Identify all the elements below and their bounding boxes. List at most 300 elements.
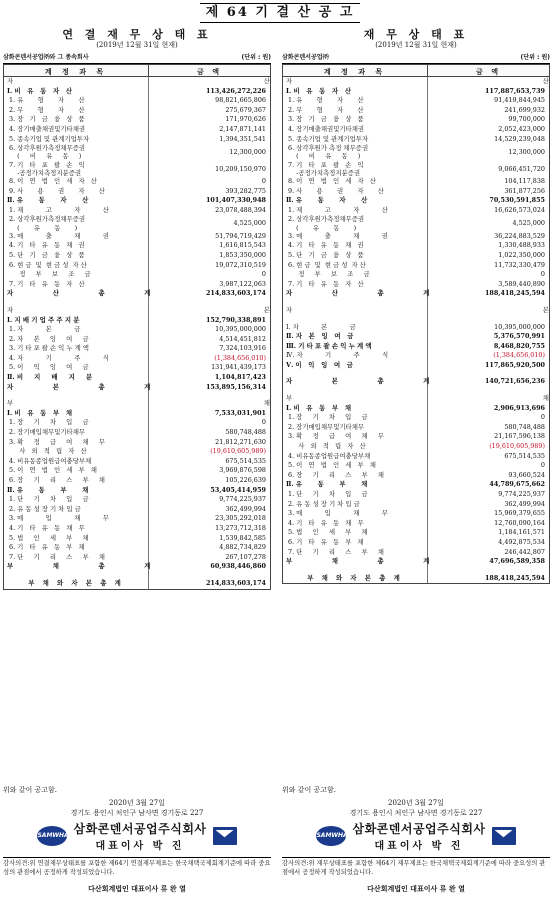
amount-value bbox=[428, 567, 549, 574]
account-name: 자 본 bbox=[4, 306, 149, 316]
notice-statement: 위와 같이 공고함. bbox=[3, 786, 58, 794]
amount-value: 580,748,488 bbox=[225, 428, 266, 437]
amount-value: 1,616,815,543 bbox=[219, 241, 266, 250]
publication-date: 2020년 3월 27일 bbox=[388, 799, 444, 807]
company-unit-line bbox=[282, 52, 550, 64]
account-name: 1. 유 형 자 산 bbox=[283, 96, 428, 106]
amount-value: 2,147,871,141 bbox=[219, 124, 266, 133]
account-name: 3. 장 기 금 융 상 품 bbox=[4, 115, 149, 125]
statement-heading: 재 무 상 태 표 bbox=[363, 28, 469, 41]
table-row bbox=[4, 543, 270, 553]
account-name: Ⅰ. 비 유 동 부 채 bbox=[4, 409, 149, 419]
account-name: 3. 매 출 채 권 bbox=[4, 232, 149, 242]
amount-value: 241,699,932 bbox=[504, 105, 545, 114]
account-name: 2. 상각후원가측정채무증권 ( 유 동 ) bbox=[4, 215, 149, 231]
account-name: 5. 단 기 금 융 상 품 bbox=[283, 251, 428, 261]
table-rows bbox=[4, 77, 280, 589]
account-name: 7. 기 타 유 동 자 산 bbox=[283, 280, 428, 290]
amount-value: 47,696,589,358 bbox=[489, 557, 545, 566]
account-name: 정 부 보 조 금 bbox=[283, 270, 428, 280]
amount-value: 1,104,817,423 bbox=[214, 373, 266, 382]
audit-opinion: 감사의견:위 재무상태표를 포함한 제64기 재무제표는 한국채택국제회계기준에 따라 중요성의 관점에서 공정하게 작성되었습니다. bbox=[282, 857, 550, 877]
amount-value: 0 bbox=[540, 461, 545, 470]
account-name: 1. 재 고 자 산 bbox=[283, 206, 428, 216]
amount-value: 11,732,330,479 bbox=[494, 260, 545, 269]
amount-value: 152,790,338,891 bbox=[205, 315, 266, 324]
account-name: 자 본 bbox=[283, 306, 428, 316]
auditor-name: 다산회계법인 대표이사 류 완 열 bbox=[367, 885, 465, 893]
amount-value: 105,226,639 bbox=[225, 476, 266, 484]
amount-value: 117,887,653,739 bbox=[484, 86, 545, 95]
ceo-name: 대표이사 박 진 bbox=[374, 841, 464, 852]
notice-statement: 위와 같이 공고함. bbox=[282, 786, 337, 794]
company-signature bbox=[3, 821, 271, 851]
account-name: 자 산 bbox=[283, 77, 428, 87]
account-name: Ⅳ. 자 기 주 식 bbox=[283, 351, 428, 361]
amount-value bbox=[149, 399, 270, 409]
amount-value bbox=[428, 306, 549, 316]
account-name bbox=[283, 316, 428, 323]
table-row bbox=[4, 251, 270, 261]
account-name: 4. 기 타 유 동 채 무 bbox=[4, 524, 149, 534]
account-name: 2. 유 동 성 장 기 차 입 금 bbox=[283, 500, 428, 510]
account-name: 6. 장 기 리 스 부 채 bbox=[4, 476, 149, 486]
table-row bbox=[4, 344, 270, 354]
notice-title: 제 64 기 결 산 공 고 bbox=[200, 3, 360, 23]
amount-value: 675,514,535 bbox=[504, 451, 545, 460]
unit-label: (단위 : 원) bbox=[241, 54, 271, 61]
amount-value: 3,987,122,063 bbox=[219, 279, 266, 288]
table-row bbox=[283, 332, 549, 342]
amount-value: 362,499,994 bbox=[504, 499, 545, 508]
account-name bbox=[283, 299, 428, 306]
footer-left bbox=[3, 785, 271, 894]
account-name: Ⅰ. 비 유 동 부 채 bbox=[283, 404, 428, 414]
table-row bbox=[4, 438, 270, 448]
table-row bbox=[283, 387, 549, 394]
table-row bbox=[283, 125, 549, 135]
table-row bbox=[4, 261, 270, 271]
account-name: 1. 유 형 자 산 bbox=[4, 96, 149, 106]
amount-value: 0 bbox=[261, 176, 266, 185]
amount-value: 23,078,488,394 bbox=[215, 205, 266, 214]
table-row bbox=[283, 270, 549, 280]
amount-value: 267,107,278 bbox=[225, 552, 266, 561]
account-name: Ⅱ. 유 동 부 채 bbox=[4, 486, 149, 496]
account-name: 5. 이 연 법 인 세 부 채 bbox=[4, 466, 149, 476]
account-name: Ⅱ. 유 동 자 산 bbox=[283, 196, 428, 206]
amount-value bbox=[428, 316, 549, 323]
account-name: 6. 현 금 및 현 금 성 자 산 bbox=[4, 261, 149, 271]
table-row bbox=[4, 373, 270, 383]
amount-value bbox=[428, 387, 549, 394]
table-row bbox=[4, 476, 270, 486]
table-row bbox=[4, 187, 270, 197]
amount-value: 2,906,913,696 bbox=[493, 403, 545, 412]
table-row bbox=[4, 289, 270, 299]
table-header bbox=[4, 64, 270, 77]
table-row bbox=[283, 480, 549, 490]
table-row bbox=[4, 572, 270, 579]
account-name bbox=[4, 299, 149, 306]
account-name: Ⅱ. 자 본 잉 여 금 bbox=[283, 332, 428, 342]
account-name: 5. 법 인 세 부 채 bbox=[4, 534, 149, 544]
amount-value: 10,395,000,000 bbox=[494, 322, 545, 331]
account-name: 4. 자 기 주 식 bbox=[4, 354, 149, 364]
amount-value: 21,812,271,630 bbox=[215, 437, 266, 446]
account-name: 8. 이 연 법 인 세 자 산 bbox=[4, 177, 149, 187]
statement-heading: 연 결 재 무 상 태 표 bbox=[62, 28, 212, 41]
amount-value: 53,405,414,959 bbox=[210, 485, 266, 494]
table-row bbox=[4, 428, 270, 438]
table-row bbox=[283, 187, 549, 197]
amount-value: 4,882,734,829 bbox=[219, 543, 266, 552]
table-row bbox=[283, 342, 549, 352]
account-name: 1. 장 기 차 입 금 bbox=[283, 413, 428, 423]
table-row bbox=[4, 505, 270, 515]
account-name: 정 부 보 조 금 bbox=[4, 270, 149, 280]
account-name: 1. 재 고 자 산 bbox=[4, 206, 149, 216]
table-row bbox=[4, 144, 270, 160]
account-name: 9. 사 용 권 자 산 bbox=[4, 187, 149, 197]
table-row bbox=[283, 361, 549, 371]
table-row bbox=[4, 316, 270, 326]
table-row bbox=[283, 77, 559, 87]
amount-value: 36,224,883,529 bbox=[494, 231, 545, 240]
amount-value: 44,789,675,662 bbox=[489, 480, 545, 489]
account-name: 1. 자 본 금 bbox=[4, 325, 149, 335]
account-name: 1. 단 기 차 입 금 bbox=[283, 490, 428, 500]
amount-value: 7,324,103,916 bbox=[219, 344, 266, 353]
amount-value: 214,833,603,174 bbox=[205, 578, 266, 587]
table-row bbox=[283, 299, 549, 306]
statement-date: (2019년 12월 31일 현재) bbox=[375, 41, 457, 49]
amount-value: 60,938,446,860 bbox=[210, 562, 266, 571]
table-row bbox=[4, 206, 270, 216]
table-row bbox=[4, 363, 270, 373]
table-row bbox=[283, 423, 549, 433]
amount-value: 675,514,535 bbox=[225, 456, 266, 465]
table-row bbox=[283, 519, 549, 529]
account-name: 부 채 bbox=[4, 399, 149, 409]
amount-value bbox=[149, 299, 270, 306]
account-name: Ⅲ. 기 타 포 괄 손 익 누 계 액 bbox=[283, 342, 428, 352]
account-name: 자 산 총 계 bbox=[4, 289, 149, 299]
amount-column-header: 금 액 bbox=[476, 67, 501, 76]
table-row bbox=[4, 447, 270, 457]
amount-value: 0 bbox=[261, 418, 266, 427]
amount-value: 580,748,488 bbox=[504, 422, 545, 431]
table-row bbox=[283, 574, 549, 584]
account-name: 3. 기 타 포 괄 손 익 누 계 액 bbox=[4, 344, 149, 354]
table-row bbox=[4, 280, 270, 290]
amount-value: 98,821,665,806 bbox=[215, 96, 266, 105]
account-name: 5. 종속기업 및 관계기업투자 bbox=[4, 135, 149, 145]
account-name: 9. 사 용 권 자 산 bbox=[283, 187, 428, 197]
account-name: 3. 매 입 채 무 bbox=[283, 509, 428, 519]
table-row bbox=[283, 538, 549, 548]
amount-value: 246,442,807 bbox=[504, 547, 545, 556]
table-row bbox=[283, 196, 549, 206]
account-name: 4. 기 타 유 동 채 무 bbox=[283, 519, 428, 529]
amount-value: 101,407,330,948 bbox=[205, 196, 266, 205]
amount-value bbox=[428, 77, 549, 87]
amount-value: 70,530,591,855 bbox=[489, 196, 545, 205]
table-row bbox=[283, 413, 549, 423]
table-row bbox=[283, 241, 549, 251]
table-row bbox=[283, 232, 549, 242]
amount-value: 10,209,150,970 bbox=[215, 164, 266, 173]
table-row bbox=[283, 442, 549, 452]
table-row bbox=[4, 335, 270, 345]
amount-value: 5,376,570,991 bbox=[493, 332, 545, 341]
table-row bbox=[283, 471, 549, 481]
company-name: 삼화콘덴서공업주식회사 bbox=[352, 822, 486, 836]
account-name: 부 채 총 계 bbox=[283, 557, 428, 567]
balance-table bbox=[3, 64, 280, 590]
amount-value bbox=[428, 394, 549, 404]
table-row bbox=[283, 289, 549, 299]
company-block bbox=[73, 820, 206, 852]
table-header bbox=[283, 64, 549, 77]
amount-value: 275,679,367 bbox=[225, 105, 266, 114]
amount-value: 104,117,838 bbox=[504, 176, 545, 185]
amount-value: 0 bbox=[540, 270, 545, 279]
account-name: 6. 장 기 리 스 부 채 bbox=[283, 471, 428, 481]
account-name: 5. 법 인 세 부 채 bbox=[283, 528, 428, 538]
account-name: Ⅴ. 이 익 잉 여 금 bbox=[283, 361, 428, 371]
amount-value: 131,941,439,173 bbox=[211, 363, 266, 372]
mail-icon bbox=[213, 827, 237, 845]
table-row bbox=[283, 377, 549, 387]
consolidated-balance-sheet bbox=[3, 26, 280, 590]
table-row bbox=[283, 215, 549, 231]
amount-column-header: 금 액 bbox=[197, 67, 222, 76]
table-row bbox=[4, 115, 270, 125]
ceo-name: 대표이사 박 진 bbox=[95, 841, 185, 852]
table-row bbox=[4, 579, 270, 589]
balance-table bbox=[282, 64, 559, 584]
table-row bbox=[4, 241, 270, 251]
company-signature bbox=[282, 821, 550, 851]
amount-value: 393,282,775 bbox=[225, 186, 266, 195]
account-name: 2. 유 동 성 장 기 차 입 금 bbox=[4, 505, 149, 515]
account-name: 7. 단 기 리 스 부 채 bbox=[283, 548, 428, 558]
amount-value: 10,395,000,000 bbox=[215, 325, 266, 334]
table-row bbox=[283, 251, 549, 261]
amount-value: 13,273,712,318 bbox=[215, 523, 266, 532]
table-row bbox=[283, 106, 549, 116]
amount-value: 15,969,379,655 bbox=[494, 509, 545, 518]
table-row bbox=[283, 96, 549, 106]
account-name: Ⅱ. 유 동 자 산 bbox=[4, 196, 149, 206]
amount-value: 2,052,423,000 bbox=[498, 124, 545, 133]
table-row bbox=[4, 87, 270, 97]
table-row bbox=[283, 351, 549, 361]
amount-value: 9,774,225,937 bbox=[219, 495, 266, 504]
account-name: 4. 장기매출채권및기타채권 bbox=[283, 125, 428, 135]
amount-value bbox=[428, 299, 549, 306]
account-name: 7. 기 타 포 괄 손 익 -공정가치측정지분증권 bbox=[4, 161, 149, 177]
amount-value: 153,895,156,314 bbox=[205, 382, 266, 391]
account-name: 자 본 총 계 bbox=[283, 377, 428, 387]
table-row bbox=[283, 567, 549, 574]
table-row bbox=[4, 514, 270, 524]
audit-opinion: 감사의견:위 연결재무상태표를 포함한 제64기 연결재무제표는 한국채택국제회계기준에 따라 중요성의 관점에서 공정하게 작성되었습니다. bbox=[3, 857, 271, 877]
table-row bbox=[4, 305, 280, 316]
amount-value: 91,419,844,945 bbox=[494, 96, 545, 105]
account-name bbox=[283, 387, 428, 394]
account-name: 사 외 적 립 자 산 bbox=[283, 442, 428, 452]
amount-value: 9,774,225,937 bbox=[498, 490, 545, 498]
company-label: 삼화콘덴서공업㈜와 그 종속회사 bbox=[3, 54, 89, 61]
amount-value: 12,760,090,164 bbox=[494, 518, 545, 527]
table-row bbox=[283, 316, 549, 323]
amount-value: 21,167,596,138 bbox=[494, 432, 545, 441]
account-name: Ⅱ. 비 지 배 지 분 bbox=[4, 373, 149, 383]
table-row bbox=[4, 409, 270, 419]
table-row bbox=[4, 96, 270, 106]
table-row bbox=[283, 135, 549, 145]
amount-value: 3,589,440,890 bbox=[498, 279, 545, 288]
amount-value: 1,184,161,571 bbox=[498, 528, 545, 537]
amount-value: (1,384,656,010) bbox=[493, 351, 545, 360]
table-row bbox=[283, 280, 549, 290]
table-row bbox=[4, 486, 270, 496]
account-name: 5. 이 연 법 인 세 부 채 bbox=[283, 461, 428, 471]
amount-value: 0 bbox=[261, 270, 266, 279]
table-row bbox=[4, 399, 280, 409]
company-block bbox=[352, 820, 485, 852]
table-row bbox=[4, 299, 270, 306]
account-name: 2. 자 본 잉 여 금 bbox=[4, 335, 149, 345]
amount-value: 117,865,920,500 bbox=[484, 360, 545, 369]
account-name: 3. 매 입 채 무 bbox=[4, 514, 149, 524]
amount-value: 4,514,451,812 bbox=[219, 334, 266, 343]
company-name: 삼화콘덴서공업주식회사 bbox=[73, 822, 207, 836]
table-row bbox=[283, 206, 549, 216]
amount-value: 1,539,842,585 bbox=[219, 533, 266, 542]
amount-value: 4,525,000 bbox=[512, 219, 545, 228]
amount-value: 1,022,350,000 bbox=[498, 250, 545, 259]
amount-value: 9,066,451,720 bbox=[498, 164, 545, 173]
unit-label: (단위 : 원) bbox=[520, 54, 550, 61]
amount-value: 23,305,292,018 bbox=[215, 514, 266, 523]
amount-value bbox=[149, 572, 270, 579]
table-row bbox=[4, 562, 270, 572]
table-row bbox=[4, 106, 270, 116]
account-name: 6. 상각후원가 측정 채무증권 ( 비 유 동 ) bbox=[283, 144, 428, 160]
table-row bbox=[283, 261, 549, 271]
company-label: 삼화콘덴서공업㈜ bbox=[282, 54, 329, 61]
amount-value: (19,610,605,989) bbox=[489, 442, 545, 451]
account-name: 1. 단 기 차 입 금 bbox=[4, 495, 149, 505]
balance-sheet bbox=[282, 26, 559, 584]
amount-value: 362,499,994 bbox=[225, 504, 266, 513]
table-row bbox=[283, 323, 549, 333]
table-row bbox=[4, 534, 270, 544]
account-name: 2. 무 형 자 산 bbox=[283, 106, 428, 116]
table-row bbox=[4, 161, 270, 177]
account-name: 자 산 bbox=[4, 77, 149, 87]
amount-value bbox=[149, 306, 270, 316]
table-row bbox=[283, 394, 559, 404]
account-name: 사 외 적 립 자 산 bbox=[4, 447, 149, 457]
table-row bbox=[4, 383, 270, 393]
account-name: 4. 비유동종업원급여충당부채 bbox=[283, 452, 428, 462]
company-logo: SAMWHA bbox=[316, 826, 346, 846]
amount-value bbox=[428, 370, 549, 377]
table-row bbox=[283, 404, 549, 414]
footer-right bbox=[282, 785, 550, 894]
table-row bbox=[283, 509, 549, 519]
amount-value: 188,418,245,594 bbox=[484, 289, 545, 298]
account-name: 부 채 총 계 bbox=[4, 562, 149, 572]
account-name: 4. 비유동종업원급여충당부채 bbox=[4, 457, 149, 467]
account-name bbox=[283, 567, 428, 574]
account-name: 3. 장 기 금 융 상 품 bbox=[283, 115, 428, 125]
account-name: 4. 기 타 유 동 채 권 bbox=[283, 241, 428, 251]
amount-value: 4,492,875,534 bbox=[498, 537, 545, 546]
account-name: Ⅰ. 지 배 기 업 주 주 지 분 bbox=[4, 316, 149, 326]
account-name: 5. 이 익 잉 여 금 bbox=[4, 363, 149, 373]
account-name: 6. 상각후원가측정채무증권 ( 비 유 동 ) bbox=[4, 144, 149, 160]
mail-icon bbox=[492, 827, 516, 845]
account-name: 3. 매 출 채 권 bbox=[283, 232, 428, 242]
account-name: Ⅰ. 비 유 동 자 산 bbox=[4, 87, 149, 97]
amount-value: 12,300,000 bbox=[229, 148, 266, 157]
amount-value: 8,468,820,755 bbox=[493, 341, 545, 350]
account-name: Ⅱ. 유 동 부 채 bbox=[283, 480, 428, 490]
account-name: 3. 확 정 급 여 채 무 bbox=[283, 432, 428, 442]
table-row bbox=[283, 452, 549, 462]
amount-value: 12,300,000 bbox=[508, 148, 545, 157]
account-name: 3. 확 정 급 여 채 무 bbox=[4, 438, 149, 448]
account-name bbox=[4, 572, 149, 579]
amount-value: 140,721,656,236 bbox=[484, 377, 545, 386]
table-row bbox=[283, 461, 549, 471]
amount-value: 4,525,000 bbox=[233, 219, 266, 228]
table-row bbox=[4, 125, 270, 135]
account-name: 5. 단 기 금 융 상 품 bbox=[4, 251, 149, 261]
account-name: 1. 장 기 차 입 금 bbox=[4, 418, 149, 428]
account-name: 자 본 총 계 bbox=[4, 383, 149, 393]
account-column-header: 계 정 과 목 bbox=[283, 65, 428, 76]
statement-date: (2019년 12월 31일 현재) bbox=[96, 41, 178, 49]
table-row bbox=[4, 177, 270, 187]
company-unit-line bbox=[3, 52, 271, 64]
amount-value: (1,384,656,010) bbox=[214, 353, 266, 362]
amount-value: 3,969,876,598 bbox=[219, 466, 266, 475]
amount-value: 7,533,031,901 bbox=[214, 408, 266, 417]
amount-value: 214,833,603,174 bbox=[205, 289, 266, 298]
table-row bbox=[283, 500, 549, 510]
amount-value: 113,426,272,226 bbox=[205, 86, 266, 95]
amount-value: 1,394,351,541 bbox=[219, 134, 266, 143]
amount-value: 171,970,626 bbox=[225, 115, 266, 124]
table-row bbox=[4, 418, 270, 428]
table-row bbox=[4, 135, 270, 145]
table-row bbox=[4, 325, 270, 335]
amount-value: 93,660,524 bbox=[508, 470, 545, 479]
account-name: 8. 이 연 법 인 세 자 산 bbox=[283, 177, 428, 187]
table-row bbox=[283, 528, 549, 538]
table-rows bbox=[283, 77, 559, 583]
account-name: 7. 기 타 유 동 자 산 bbox=[4, 280, 149, 290]
table-row bbox=[283, 490, 549, 500]
table-row bbox=[4, 457, 270, 467]
account-column-header: 계 정 과 목 bbox=[4, 65, 149, 76]
